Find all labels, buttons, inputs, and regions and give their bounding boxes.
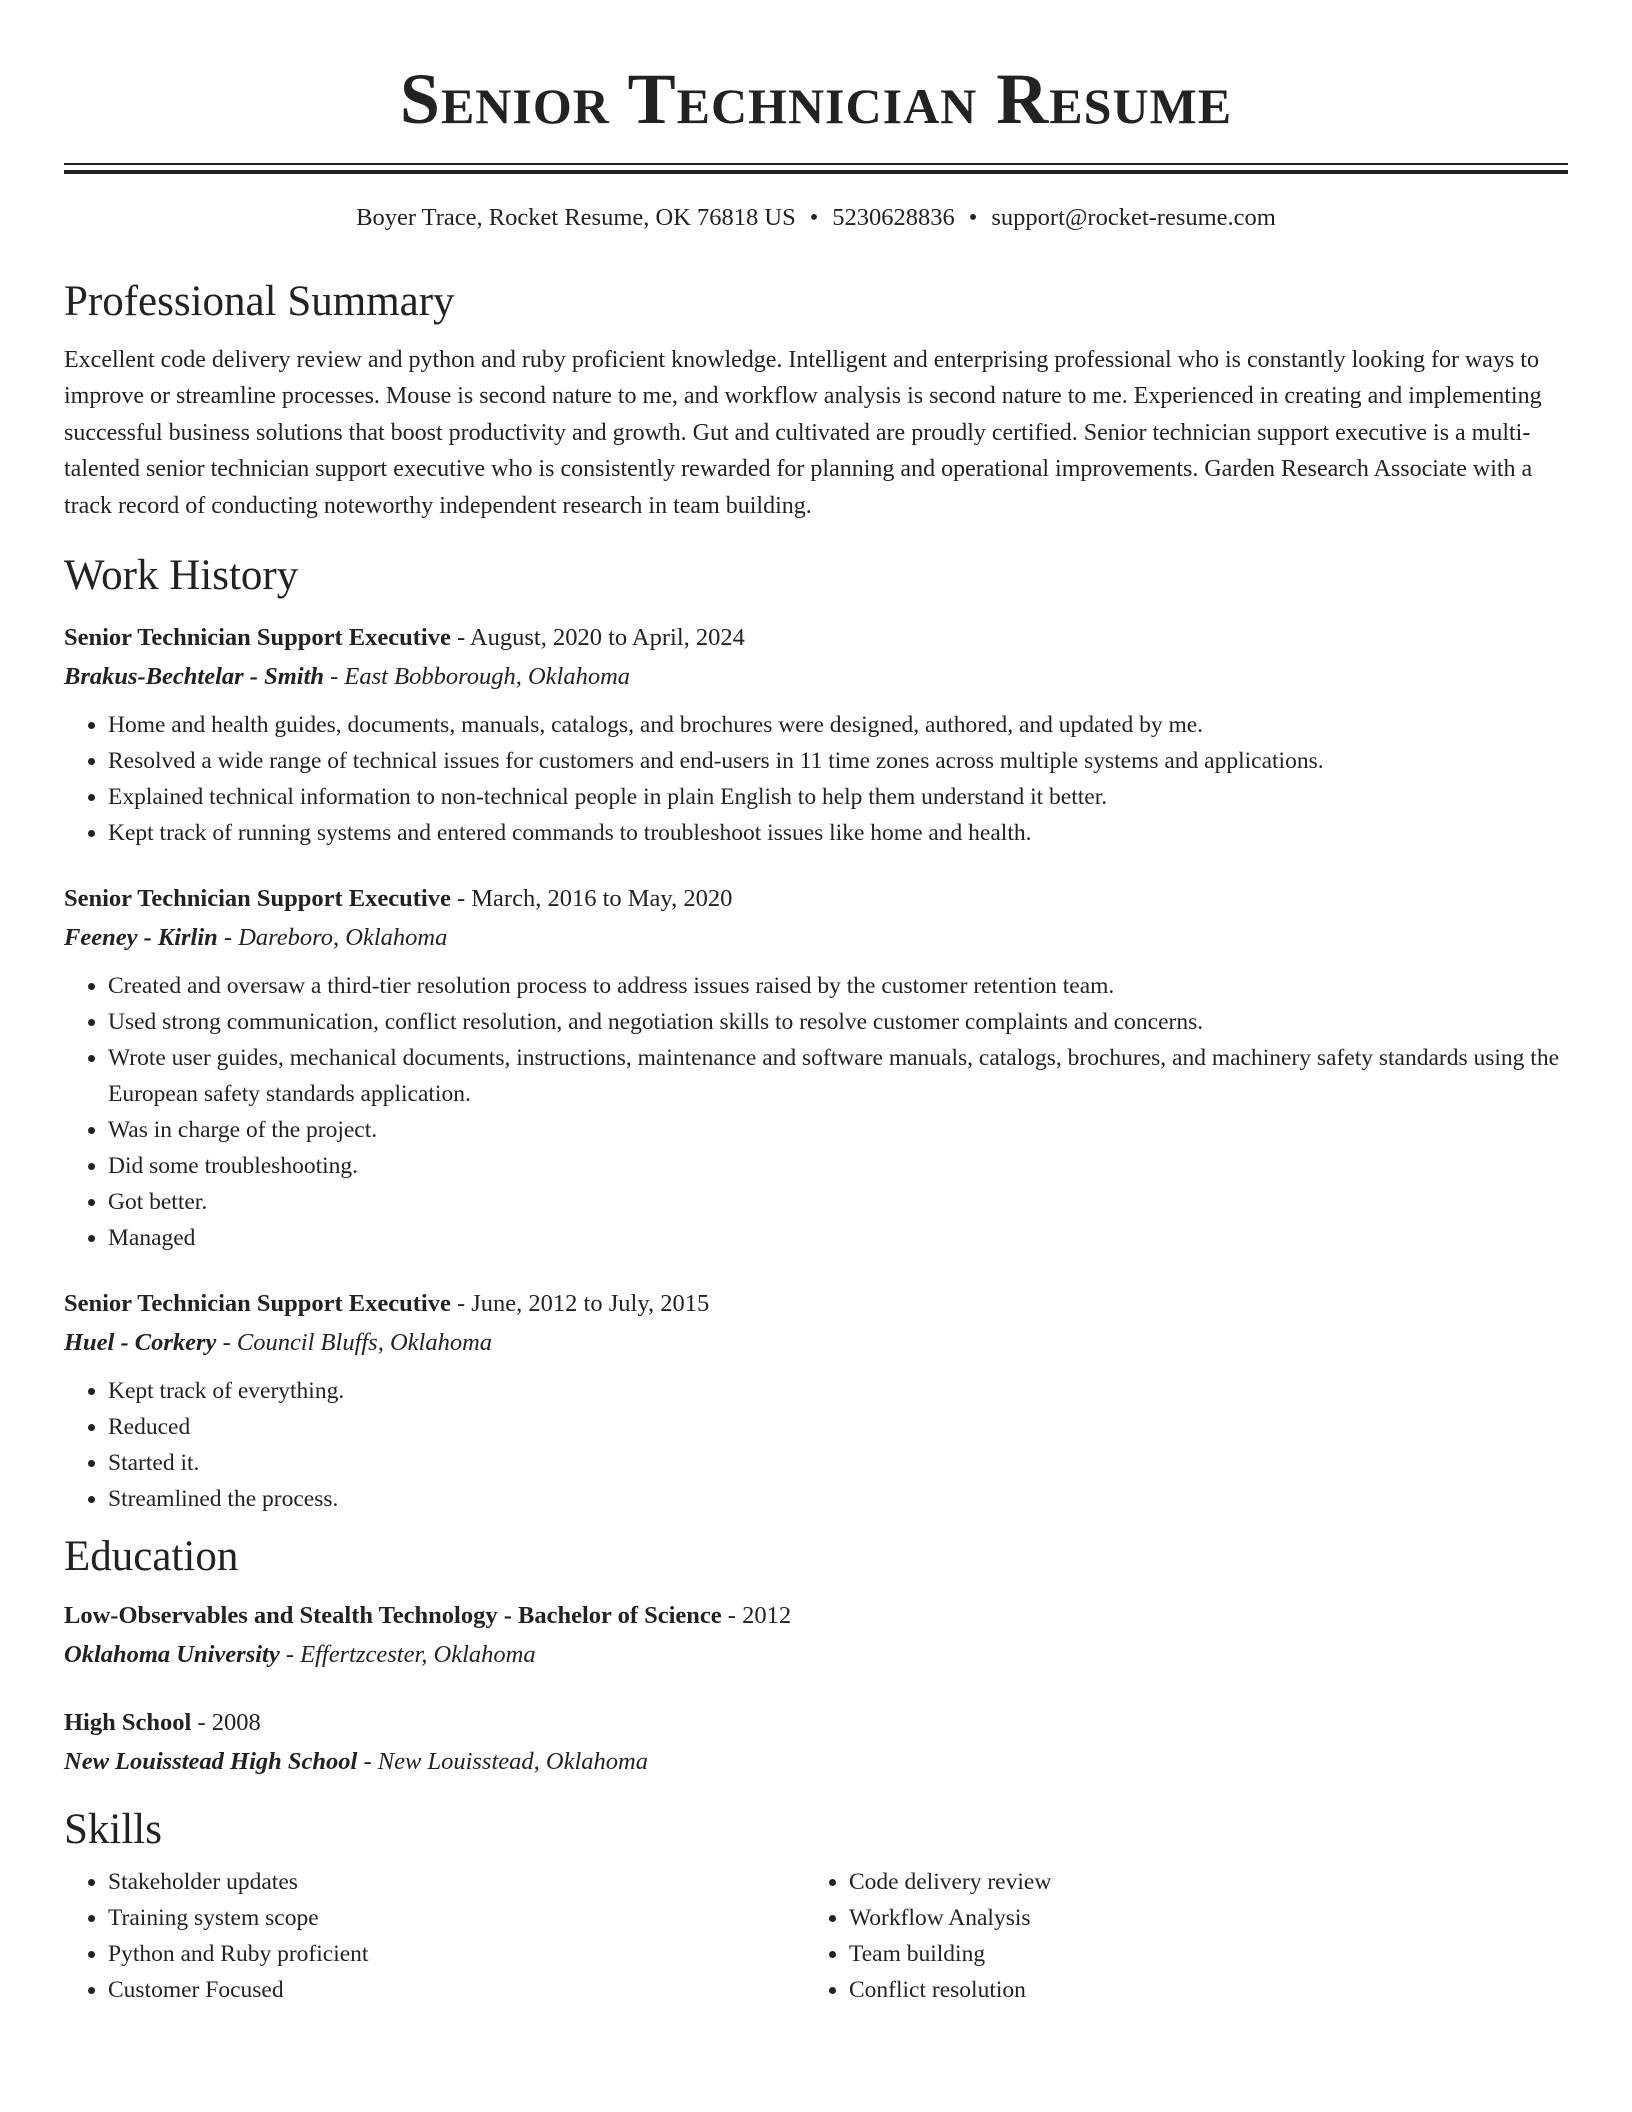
skill-item: • Training system scope bbox=[108, 1900, 805, 1936]
job-title: Senior Technician Support Executive bbox=[64, 623, 451, 651]
job-location: - Dareboro, Oklahoma bbox=[217, 923, 448, 951]
contact-separator: • bbox=[968, 204, 978, 232]
education-heading: Education bbox=[64, 1532, 239, 1580]
job-title-line bbox=[64, 1284, 1568, 1323]
list-item: • Reduced bbox=[108, 1409, 1568, 1445]
education-degree-line bbox=[64, 1703, 1568, 1742]
job-company: Huel - Corkery bbox=[64, 1328, 217, 1356]
list-item: • Did some troubleshooting. bbox=[108, 1148, 1568, 1184]
education-entry bbox=[64, 1596, 1568, 1675]
skill-item: • Customer Focused bbox=[108, 1972, 805, 2008]
skill-item: • Python and Ruby proficient bbox=[108, 1936, 805, 1972]
list-item: • Started it. bbox=[108, 1445, 1568, 1481]
skills-grid bbox=[64, 1864, 1568, 2008]
job-company: Feeney - Kirlin bbox=[64, 923, 218, 951]
list-item: • Created and oversaw a third-tier resolution process to address issues raised by the customer retention team. bbox=[108, 968, 1568, 1004]
skills-heading: Skills bbox=[64, 1806, 162, 1854]
contact-phone: 5230628836 bbox=[832, 204, 955, 232]
list-item: • Resolved a wide range of technical issues for customers and end-users in 11 time zones across multiple systems and applications. bbox=[108, 743, 1568, 779]
job-bullets bbox=[64, 968, 1568, 1256]
skill-item: • Conflict resolution bbox=[849, 1972, 1546, 2008]
list-item: • Home and health guides, documents, manuals, catalogs, and brochures were designed, authored, and updated by me. bbox=[108, 707, 1568, 743]
job-dates: - March, 2016 to May, 2020 bbox=[450, 884, 733, 912]
job-title: Senior Technician Support Executive bbox=[64, 884, 451, 912]
education-location: - New Louisstead, Oklahoma bbox=[357, 1748, 648, 1776]
education-school: Oklahoma University bbox=[64, 1641, 280, 1669]
education-degree-line bbox=[64, 1596, 1568, 1635]
job-entry bbox=[64, 1284, 1568, 1517]
skills-column-right bbox=[805, 1864, 1546, 2008]
skill-item: • Stakeholder updates bbox=[108, 1864, 805, 1900]
job-dates: - August, 2020 to April, 2024 bbox=[450, 623, 745, 651]
list-item: • Wrote user guides, mechanical documents, instructions, maintenance and software manuals, catalogs, brochures, and machinery safety standards using the European safety standards application. bbox=[108, 1040, 1568, 1112]
job-location: - Council Bluffs, Oklahoma bbox=[216, 1328, 493, 1356]
contact-address: Boyer Trace, Rocket Resume, OK 76818 US bbox=[356, 204, 796, 232]
work-history-heading: Work History bbox=[64, 552, 299, 600]
job-title-line bbox=[64, 879, 1568, 918]
education-school-line bbox=[64, 1742, 1568, 1782]
list-item: • Kept track of running systems and entered commands to troubleshoot issues like home and health. bbox=[108, 815, 1568, 851]
list-item: • Used strong communication, conflict resolution, and negotiation skills to resolve customer complaints and concerns. bbox=[108, 1004, 1568, 1040]
job-location: - East Bobborough, Oklahoma bbox=[324, 662, 631, 690]
skill-item: • Team building bbox=[849, 1936, 1546, 1972]
job-bullets bbox=[64, 1373, 1568, 1517]
contact-line bbox=[64, 204, 1568, 232]
list-item: • Explained technical information to non-technical people in plain English to help them understand it better. bbox=[108, 779, 1568, 815]
summary-text: Excellent code delivery review and python and ruby proficient knowledge. Intelligent and enterprising professional who is constantly looking for ways to improve or streamline processes. Mouse is second nature to me, and workflow analysis is second nature to me. Experienced in creating and implementing successful business solutions that boost productivity and growth. Gut and cultivated are proudly certified. Senior technician support executive is a multi-talented senior technician support executive who is consistently rewarded for planning and operational improvements. Garden Research Associate with a track record of conducting noteworthy independent research in team building. bbox=[64, 346, 1542, 519]
title-double-rule bbox=[64, 163, 1568, 174]
education-year: - 2012 bbox=[721, 1602, 792, 1630]
education-location: - Effertzcester, Oklahoma bbox=[279, 1641, 536, 1669]
job-company-line bbox=[64, 1323, 1568, 1363]
job-company: Brakus-Bechtelar - Smith bbox=[64, 662, 325, 690]
education-year: - 2008 bbox=[191, 1709, 261, 1737]
list-item: • Got better. bbox=[108, 1184, 1568, 1220]
list-item: • Streamlined the process. bbox=[108, 1481, 1568, 1517]
education-school: New Louisstead High School bbox=[64, 1748, 358, 1776]
summary-heading: Professional Summary bbox=[64, 278, 455, 326]
list-item: • Managed bbox=[108, 1220, 1568, 1256]
education-degree: High School bbox=[64, 1709, 192, 1737]
job-dates: - June, 2012 to July, 2015 bbox=[450, 1289, 710, 1317]
contact-separator: • bbox=[809, 204, 819, 232]
job-company-line bbox=[64, 918, 1568, 958]
job-company-line bbox=[64, 657, 1568, 697]
skills-column-left bbox=[64, 1864, 805, 2008]
job-title: Senior Technician Support Executive bbox=[64, 1289, 451, 1317]
skill-item: • Code delivery review bbox=[849, 1864, 1546, 1900]
education-school-line bbox=[64, 1635, 1568, 1675]
job-entry bbox=[64, 879, 1568, 1256]
list-item: • Was in charge of the project. bbox=[108, 1112, 1568, 1148]
job-bullets bbox=[64, 707, 1568, 851]
job-title-line bbox=[64, 618, 1568, 657]
job-entry bbox=[64, 618, 1568, 851]
education-entry bbox=[64, 1703, 1568, 1782]
contact-email: support@rocket-resume.com bbox=[991, 204, 1276, 232]
skill-item: • Workflow Analysis bbox=[849, 1900, 1546, 1936]
resume-title: Senior Technician Resume bbox=[399, 59, 1233, 139]
education-degree: Low-Observables and Stealth Technology - Bachelor of Science bbox=[64, 1602, 722, 1630]
list-item: • Kept track of everything. bbox=[108, 1373, 1568, 1409]
